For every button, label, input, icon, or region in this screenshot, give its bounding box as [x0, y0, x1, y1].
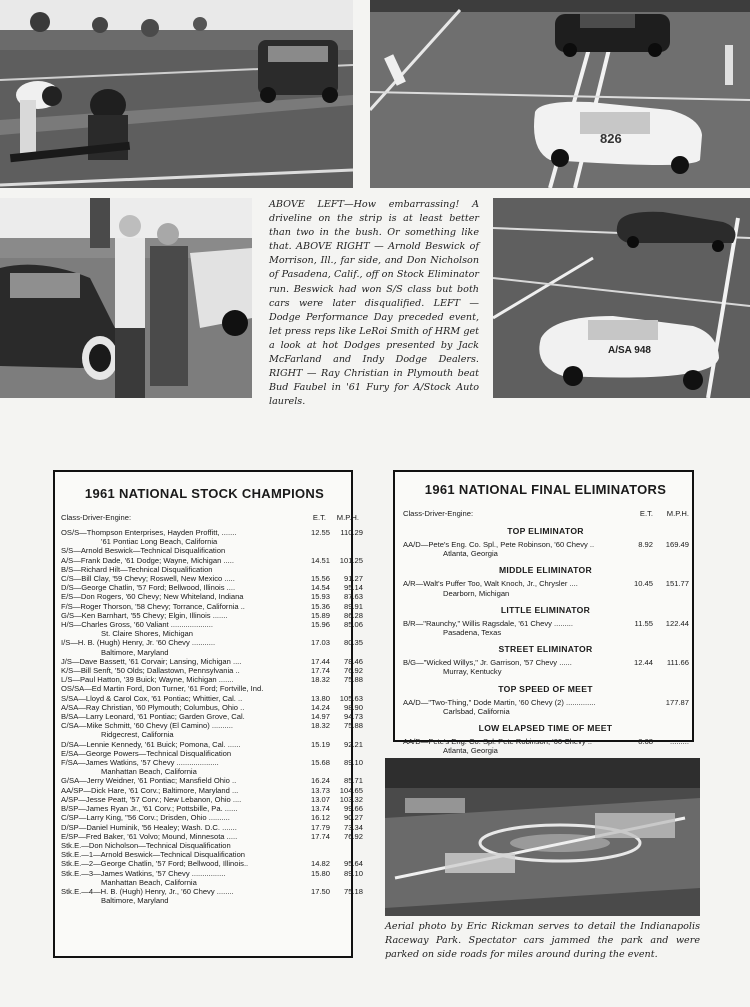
stock-result-desc: D/SA—Lennie Kennedy, '61 Buick; Pomona, Cal. ...... [61, 739, 241, 749]
photo-stock-eliminator-illustration [370, 0, 750, 188]
stock-result-row [61, 693, 363, 703]
stock-result-et: 18.32 [310, 721, 330, 731]
stock-result-mph: 95.64 [343, 859, 363, 869]
stock-result-desc: J/S—Dave Bassett, '61 Corvair; Lansing, Michigan .... [61, 656, 242, 666]
stock-result-mph: 78.46 [343, 656, 363, 666]
stock-result-desc: I/S—H. B. (Hugh) Henry, Jr. '60 Chevy ........... [61, 638, 216, 648]
stock-result-desc: C/SP—Larry King, "56 Corv.; Drisden, Ohio .......... [61, 813, 230, 823]
stock-result-row [61, 804, 363, 814]
stock-result-row [61, 574, 363, 584]
stock-result-desc: E/S—Don Rogers, '60 Chevy; New Whiteland, Indiana [61, 592, 244, 602]
final-result-et: 8.92 [638, 540, 653, 549]
stock-result-desc: Stk.E.—1—Arnold Beswick—Technical Disqualification [61, 850, 246, 860]
stock-result-et: 15.93 [310, 592, 330, 602]
stock-result-desc: Stk.E.—3—James Watkins, '57 Chevy ................ [61, 868, 226, 878]
final-result-location: Carlsbad, California [443, 706, 510, 716]
final-result-desc: AA/D—Pete's Eng. Co. Spl. Pete Robinson, '60 Chevy .. [403, 737, 593, 747]
stock-result-row [61, 739, 363, 749]
stock-result-desc: G/SA—Jerry Weidner, '61 Pontiac; Mansfield Ohio .. [61, 776, 237, 786]
stock-result-et: 17.50 [310, 886, 330, 896]
stock-result-row [61, 583, 363, 593]
aerial-caption: Aerial photo by Eric Rickman serves to detail the Indianapolis Raceway Park. Spectator cars jammed the park and were parked on side roads for miles around during the event. [385, 921, 700, 961]
stock-result-mph: 89.91 [343, 601, 363, 611]
mid-right-car-number: A/SA 948 [608, 345, 651, 356]
stock-result-row [61, 546, 348, 555]
stock-result-mph: 95.14 [343, 583, 363, 593]
stock-result-et: 14.51 [310, 555, 330, 565]
final-result-mph: 177.87 [665, 697, 689, 707]
stock-result-row [61, 620, 363, 639]
stock-result-desc: S/SA—Lloyd & Carol Cox, '61 Pontiac; Whittier, Cal. .. [61, 693, 243, 703]
stock-result-et: 15.56 [310, 574, 330, 584]
stock-result-location: Manhattan Beach, California [101, 877, 197, 887]
final-result-desc: AA/D—Pete's Eng. Co. Spl., Pete Robinson, '60 Chevy .. [403, 540, 595, 549]
photo-driveline-illustration [0, 0, 353, 188]
stock-result-row [61, 758, 363, 777]
final-result-row [403, 619, 688, 637]
stock-result-mph: 86.28 [343, 610, 363, 620]
finals-header-class: Class-Driver-Engine: [403, 509, 474, 518]
stock-result-mph: 75.88 [343, 721, 363, 731]
final-section-title: LITTLE ELIMINATOR [500, 604, 591, 615]
final-result-et: 11.55 [634, 618, 653, 628]
stock-result-location: Baltimore, Maryland [101, 647, 169, 657]
stock-result-row [61, 528, 363, 547]
stock-result-row [61, 601, 363, 611]
stock-result-et: 15.19 [310, 739, 330, 749]
stock-result-et: 14.54 [310, 583, 330, 593]
stock-result-row [61, 684, 348, 693]
stock-result-location: '61 Pontiac Long Beach, California [101, 537, 218, 547]
stock-result-row [61, 776, 363, 786]
stock-result-row [61, 785, 363, 795]
stock-result-mph: 85.06 [343, 620, 363, 630]
stock-result-et: 13.73 [310, 785, 330, 795]
final-result-mph: 111.66 [666, 658, 689, 668]
stock-result-row [61, 675, 363, 685]
stock-header-class: Class-Driver-Engine: [61, 513, 132, 522]
stock-result-location: Ridgecrest, California [101, 730, 174, 740]
stock-result-location: Baltimore, Maryland [101, 896, 169, 906]
final-result-desc: B/G—"Wicked Willys," Jr. Garrison, '57 Chevy ...... [403, 658, 572, 668]
photo-mid-right [493, 198, 750, 398]
stock-result-et: 17.74 [310, 831, 330, 841]
stock-result-row [61, 822, 363, 832]
photo-top-right [370, 0, 750, 188]
stock-result-row [61, 656, 363, 666]
final-eliminators-title: 1961 NATIONAL FINAL ELIMINATORS [424, 482, 667, 497]
stock-result-desc: F/SA—James Watkins, '57 Chevy .................... [61, 758, 219, 768]
photo-plymouth-illustration [493, 198, 750, 398]
stock-result-mph: 90.27 [343, 813, 363, 823]
stock-result-desc: S/S—Arnold Beswick—Technical Disqualification [61, 546, 226, 556]
stock-result-desc: G/S—Ken Barnhart, '55 Chevy; Elgin, Illinois ....... [61, 610, 228, 620]
final-result-desc: B/R—"Raunchy," Willis Ragsdale, '61 Chevy ......... [403, 618, 574, 628]
stock-result-row [61, 859, 363, 869]
stock-result-mph: 98.90 [343, 702, 363, 712]
final-result-mph: 151.77 [665, 579, 689, 589]
stock-result-et: 18.32 [310, 675, 330, 685]
stock-result-desc: E/SP—Fred Baker, '61 Volvo; Mound, Minnesota ..... [61, 831, 238, 841]
stock-result-et: 17.03 [310, 638, 330, 648]
stock-result-desc: L/S—Paul Hatton, '39 Buick; Wayne, Michigan ....... [61, 675, 234, 685]
stock-result-mph: 75.18 [343, 886, 363, 896]
stock-result-et: 17.44 [310, 656, 330, 666]
final-result-row [403, 540, 688, 558]
stock-result-desc: OS/S—Thompson Enterprises, Hayden Proffitt, ....... [61, 528, 237, 537]
stock-result-row [61, 813, 363, 823]
stock-result-row [61, 638, 363, 657]
final-result-location: Murray, Kentucky [443, 667, 502, 677]
stock-result-desc: AA/SP—Dick Hare, '61 Corv.; Baltimore, Maryland ... [61, 785, 239, 795]
stock-result-et: 17.79 [310, 822, 330, 832]
final-result-location: Dearborn, Michigan [443, 588, 510, 598]
final-result-desc: AA/D—"Two-Thing," Dode Martin, '60 Chevy (2) .............. [403, 697, 596, 707]
photo-dodge-reps-illustration [0, 198, 252, 398]
stock-result-mph: 103.32 [339, 794, 363, 804]
final-result-desc: A/R—Walt's Puffer Too, Walt Knoch, Jr., Chrysler .... [403, 579, 578, 589]
final-result-location: Pasadena, Texas [443, 628, 502, 638]
stock-result-row [61, 702, 363, 712]
stock-header-et: E.T. [312, 513, 326, 522]
stock-result-mph: 99.66 [343, 804, 363, 814]
final-result-row [403, 658, 688, 676]
final-section-title: LOW ELAPSED TIME OF MEET [478, 723, 613, 734]
stock-result-location: Manhattan Beach, California [101, 767, 197, 777]
stock-result-desc: D/S—George Chatlin, '57 Ford; Bellwood, Illinois .... [61, 583, 236, 593]
stock-result-et: 13.74 [310, 804, 330, 814]
final-eliminators-list [403, 526, 688, 755]
stock-result-mph: 76.92 [343, 831, 363, 841]
stock-result-desc: B/S—Richard Hilt—Technical Disqualification [61, 564, 213, 574]
final-section-title: STREET ELIMINATOR [498, 644, 593, 655]
stock-result-row [61, 886, 363, 906]
stock-result-desc: OS/SA—Ed Martin Ford, Don Turner, '61 Ford; Fortville, Ind. [61, 684, 264, 694]
stock-result-row [61, 868, 363, 887]
stock-result-et: 15.96 [310, 620, 330, 630]
stock-result-et: 15.36 [310, 601, 330, 611]
stock-result-row [61, 794, 363, 804]
photo-aerial-raceway-illustration [385, 758, 700, 916]
stock-result-mph: 104.65 [339, 785, 363, 795]
stock-result-mph: 75.88 [343, 675, 363, 685]
stock-result-mph: 80.35 [343, 638, 363, 648]
stock-result-et: 14.97 [310, 712, 330, 722]
final-result-row [403, 698, 688, 716]
final-result-mph: ......... [670, 737, 689, 747]
stock-result-row [61, 712, 363, 722]
stock-result-desc: K/S—Bill Senft, '50 Olds; Dallastown, Pennsylvania .. [61, 666, 240, 676]
stock-result-row [61, 831, 363, 841]
stock-result-et: 13.80 [310, 693, 330, 703]
final-result-location: Atlanta, Georgia [443, 746, 498, 756]
finals-header-mph: M.P.H. [666, 509, 689, 518]
stock-result-row [61, 610, 363, 620]
finals-header [403, 509, 688, 519]
final-result-mph: 122.44 [665, 618, 689, 628]
stock-result-mph: 73.34 [343, 822, 363, 832]
stock-result-row [61, 721, 363, 740]
stock-result-row [61, 666, 363, 676]
stock-result-desc: C/S—Bill Clay, '59 Chevy; Roswell, New Mexico ..... [61, 574, 235, 584]
stock-result-et: 13.07 [310, 794, 330, 804]
final-result-mph: 169.49 [665, 540, 689, 549]
stock-result-mph: 94.73 [343, 712, 363, 722]
stock-result-desc: A/SP—Jesse Peatt, '57 Corv.; New Lebanon, Ohio .... [61, 794, 242, 804]
stock-header-mph: M.P.H. [336, 513, 359, 522]
stock-result-mph: 76.92 [343, 666, 363, 676]
stock-result-mph: 92.21 [343, 739, 363, 749]
stock-result-mph: 101.25 [339, 555, 363, 565]
photo-caption-top: ABOVE LEFT—How embarrassing! A driveline on the strip is at least better than two in the bush. Or something like that. ABOVE RIGHT — Arnold Beswick of Morrison, Ill., far side, and Don Nicholson of Pasadena, Calif., off on Stock Eliminator run. Beswick had won S/S class but both cars were later disqualified. LEFT — Dodge Performance Day preceded event, let press reps like LeRoi Smith of HRM get a look at hot Dodges presented by Jack McFarland and Indy Dodge Dealers. RIGHT — Ray Christian in Plymouth beat Bud Faubel in '61 Fury for A/Stock Auto laurels. [269, 199, 479, 408]
final-section-title: TOP SPEED OF MEET [498, 683, 593, 694]
stock-result-et: 15.68 [310, 758, 330, 768]
stock-result-et: 15.89 [310, 610, 330, 620]
stock-result-desc: C/SA—Mike Schmitt, '60 Chevy (El Camino) .......... [61, 721, 233, 731]
stock-result-desc: D/SP—Daniel Huminik, '56 Healey; Wash. D.C. ....... [61, 822, 237, 832]
stock-result-desc: A/SA—Ray Christian, '60 Plymouth; Columbus, Ohio .. [61, 702, 245, 712]
finals-header-et: E.T. [639, 509, 653, 518]
photo-aerial [385, 758, 700, 916]
stock-result-row [61, 592, 363, 602]
stock-result-et: 16.24 [310, 776, 330, 786]
stock-result-desc: F/S—Roger Thorson, '58 Chevy; Torrance, California .. [61, 601, 245, 611]
stock-result-row [61, 565, 348, 574]
stock-champions-title: 1961 NATIONAL STOCK CHAMPIONS [84, 486, 325, 501]
stock-result-desc: A/S—Frank Dade, '61 Dodge; Wayne, Michigan ..... [61, 555, 234, 565]
final-result-et: 10.45 [633, 579, 653, 589]
stock-result-et: 17.74 [310, 666, 330, 676]
final-result-et: 12.44 [633, 658, 653, 668]
stock-result-et: 14.24 [310, 702, 330, 712]
stock-result-location: St. Claire Shores, Michigan [101, 629, 194, 639]
photo-top-left [0, 0, 353, 188]
stock-result-desc: B/SA—Larry Leonard, '61 Pontiac; Garden Grove, Cal. [61, 712, 245, 722]
stock-champions-box [53, 470, 363, 958]
stock-header [61, 513, 359, 523]
photo-mid-left [0, 198, 252, 398]
stock-result-et: 15.80 [310, 868, 330, 878]
final-result-location: Atlanta, Georgia [443, 549, 498, 559]
stock-result-mph: 89.10 [343, 868, 363, 878]
stock-result-desc: Stk.E.—4—H. B. (Hugh) Henry, Jr., '60 Chevy ........ [61, 886, 234, 896]
stock-result-et: 16.12 [310, 813, 330, 823]
stock-result-et: 12.55 [310, 528, 330, 537]
stock-result-desc: Stk.E.—2—George Chatlin, '57 Ford; Bellwood, Illinois.. [61, 859, 249, 869]
stock-result-mph: 87.63 [343, 592, 363, 602]
stock-result-row [61, 749, 348, 758]
final-section-title: TOP ELIMINATOR [507, 526, 584, 536]
stock-result-mph: 110.29 [340, 528, 363, 537]
stock-result-desc: E/SA—George Powers—Technical Disqualification [61, 748, 232, 758]
stock-result-desc: B/SP—James Ryan Jr., '61 Corv.; Pottsbille, Pa. ...... [61, 804, 238, 814]
stock-result-row [61, 841, 348, 850]
final-section-title: MIDDLE ELIMINATOR [498, 565, 593, 576]
stock-result-mph: 85.71 [343, 776, 363, 786]
final-eliminators-box [393, 470, 694, 756]
top-right-car-number: 826 [600, 131, 622, 146]
stock-result-desc: Stk.E.—Don Nicholson—Technical Disqualification [61, 840, 231, 850]
stock-result-et: 14.82 [310, 859, 330, 869]
stock-result-mph: 105.63 [339, 693, 363, 703]
stock-results-list [61, 528, 363, 906]
final-result-row [403, 737, 688, 755]
final-result-et: 8.68 [638, 737, 653, 747]
stock-result-row [61, 850, 348, 859]
stock-result-desc: H/S—Charles Gross, '60 Valiant .................... [61, 620, 213, 630]
stock-result-mph: 91.27 [343, 574, 363, 584]
stock-result-row [61, 555, 363, 565]
stock-result-mph: 89.10 [343, 758, 363, 768]
final-result-row [403, 579, 688, 597]
